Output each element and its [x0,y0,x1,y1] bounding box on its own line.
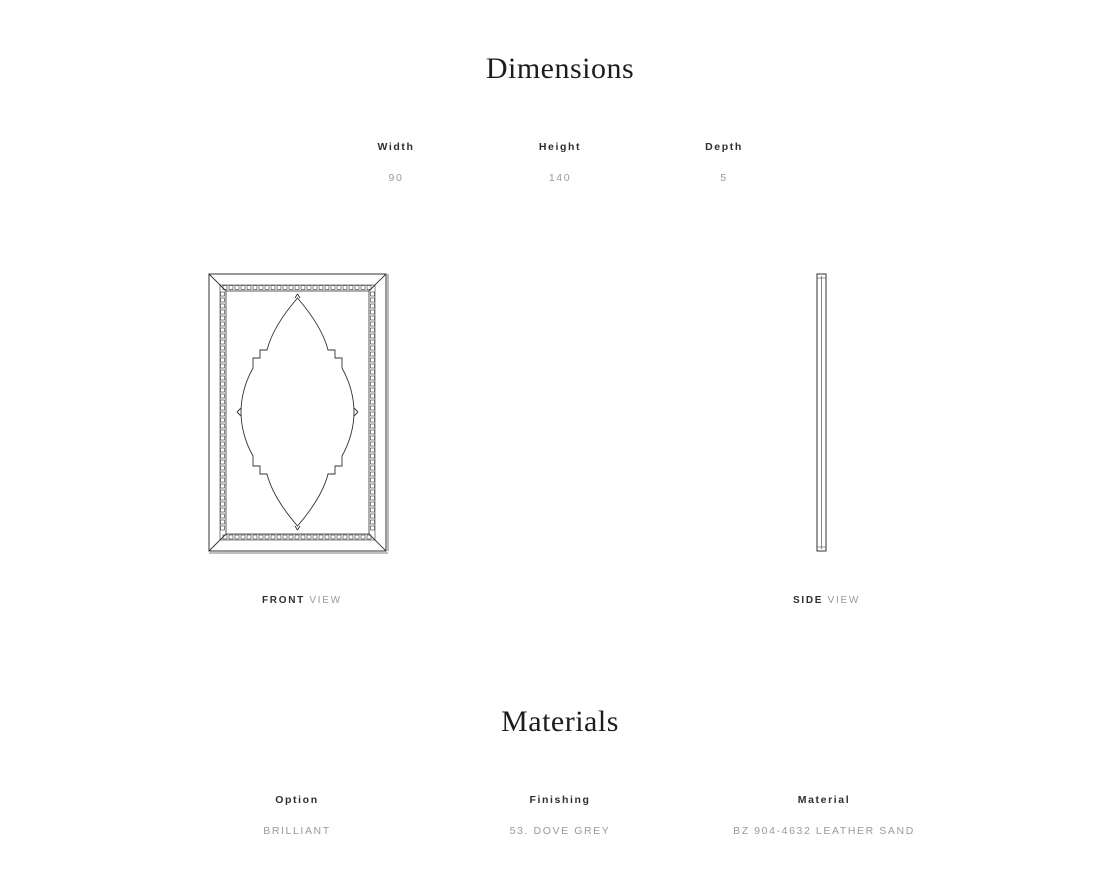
spec-width [330,141,462,184]
side-view-svg [760,258,890,568]
spec-depth-label: Depth [705,141,743,153]
front-view-drawing [185,258,410,568]
spec-depth [658,141,790,184]
spec-option [197,794,397,837]
spec-material-label: Material [797,794,851,806]
spec-option-value: BRILLIANT [263,825,331,837]
side-view-caption [793,595,860,606]
spec-height-label: Height [538,141,582,153]
front-view-svg [185,258,410,568]
side-view-caption-rest: VIEW [823,595,860,606]
spec-finishing [460,794,660,837]
spec-material [724,794,924,837]
materials-section-title: Materials [501,705,619,738]
spec-width-value: 90 [388,172,404,184]
spec-finishing-value: 53. DOVE GREY [509,825,611,837]
front-view-caption-strong: FRONT [262,595,305,606]
front-view-caption [262,595,342,606]
spec-finishing-label: Finishing [529,794,591,806]
front-view-caption-rest: VIEW [304,595,342,606]
dimensions-section-title: Dimensions [485,52,635,85]
spec-height [494,141,626,184]
spec-depth-value: 5 [720,172,728,184]
spec-height-value: 140 [548,172,572,184]
side-view-caption-strong: SIDE [793,595,824,606]
spec-material-value: BZ 904-4632 LEATHER SAND [733,825,915,837]
spec-option-label: Option [275,794,319,806]
side-view-drawing [760,258,890,568]
spec-width-label: Width [377,141,415,153]
